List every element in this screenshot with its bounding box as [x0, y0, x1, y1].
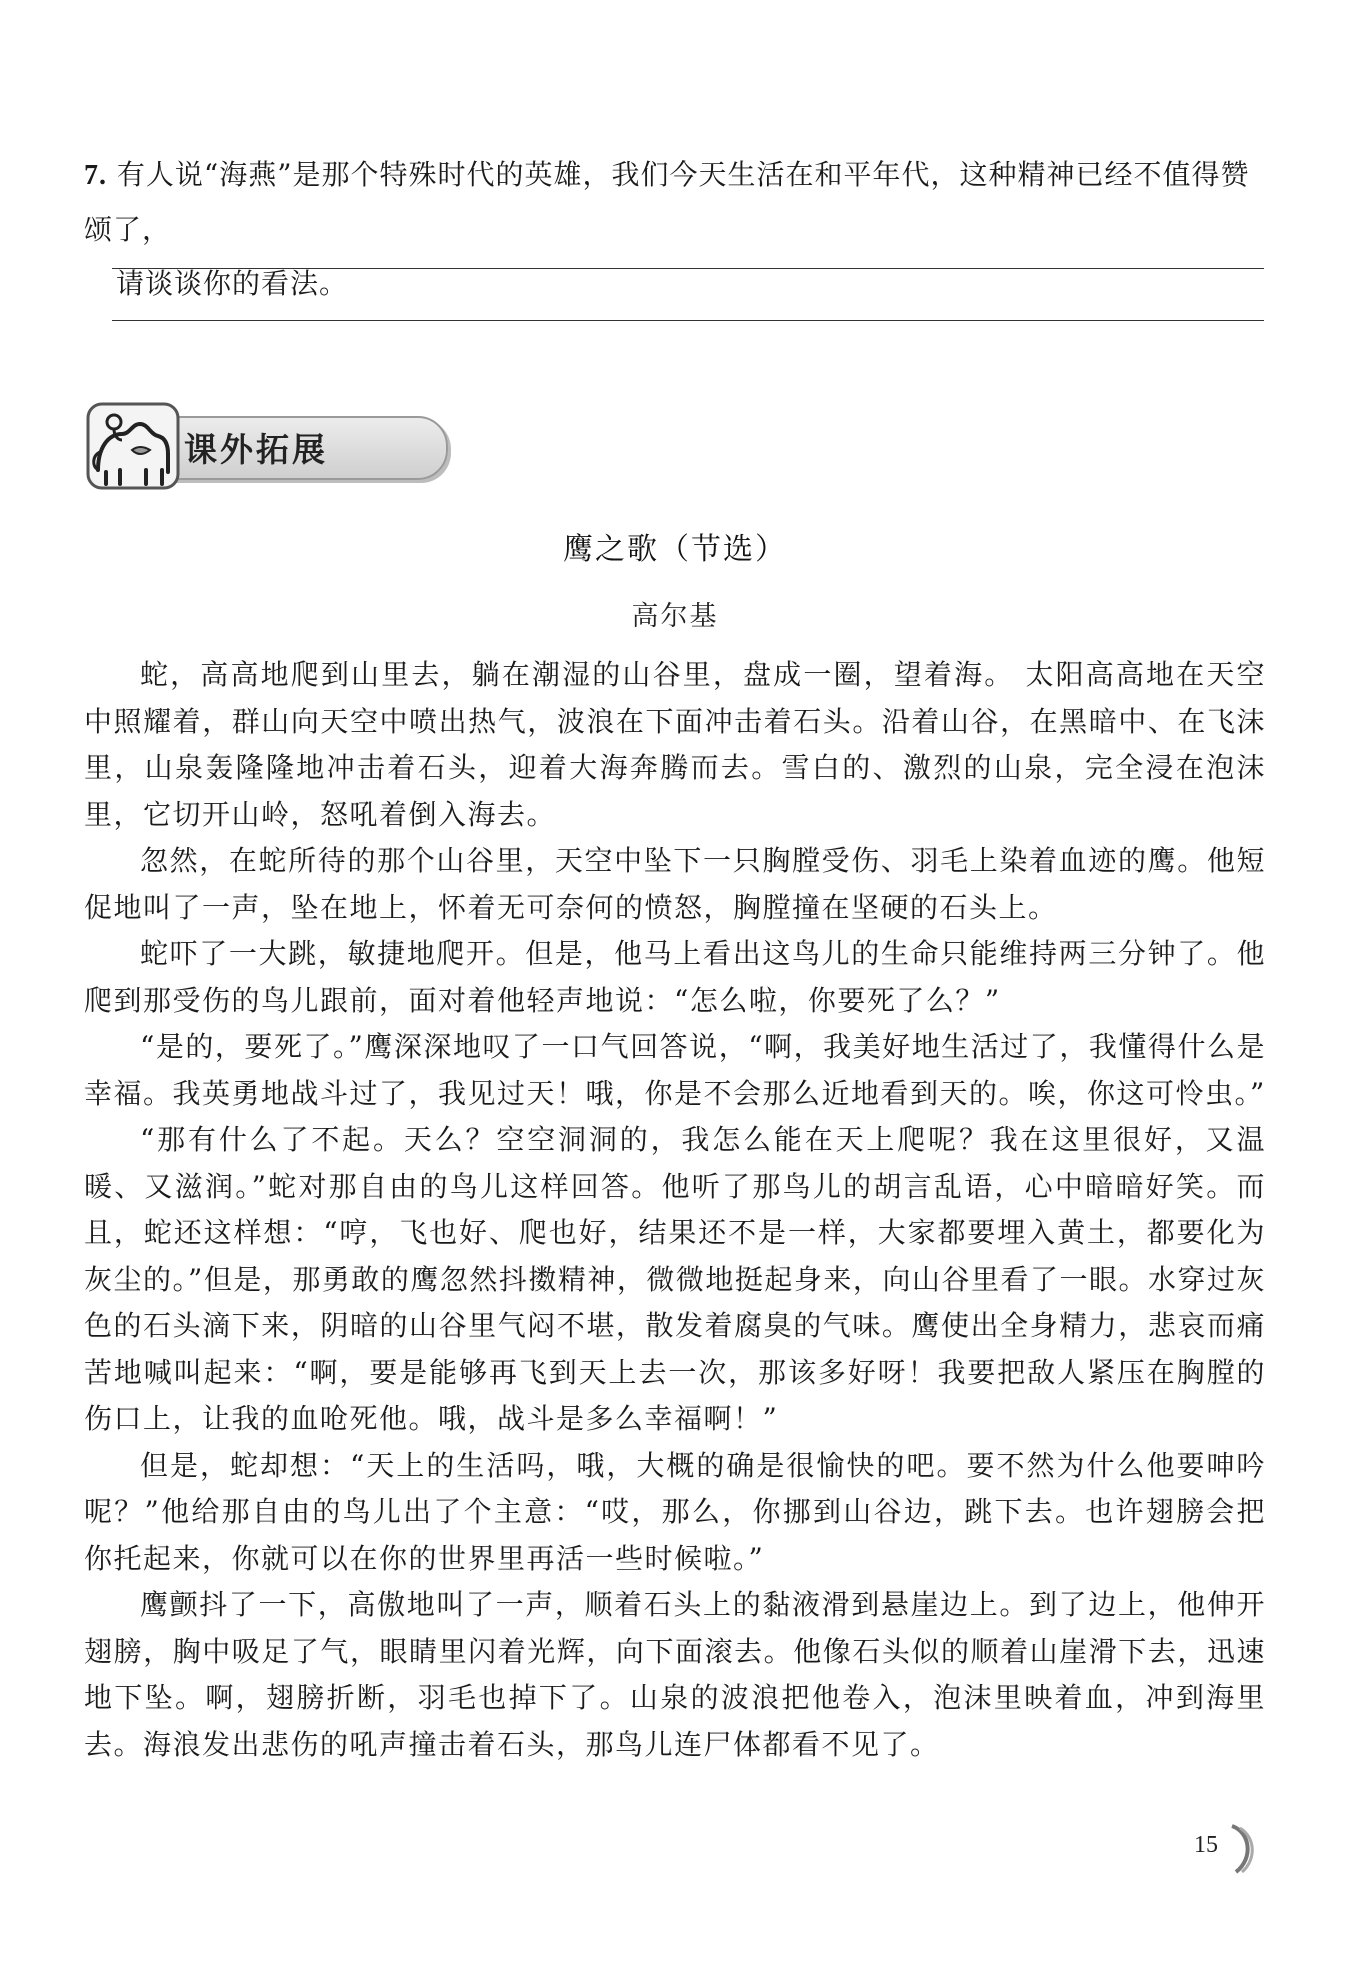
question-line-1: [84, 148, 1264, 257]
paragraph: 蛇吓了一大跳，敏捷地爬开。但是，他马上看出这鸟儿的生命只能维持两三分钟了。他爬到那受伤的鸟儿跟前，面对着他轻声地说：“怎么啦，你要死了么？”: [84, 937, 1266, 1017]
paragraph: “那有什么了不起。天么？空空洞洞的，我怎么能在天上爬呢？我在这里很好，又温暖、又滋润。”蛇对那自由的鸟儿这样回答。他听了那鸟儿的胡言乱语，心中暗暗好笑。而且，蛇还这样想：“哼，飞也好、爬也好，结果还不是一样，大家都要埋入黄土，都要化为灰尘的。”但是，那勇敢的鹰忽然抖擞精神，微微地挺起身来，向山谷里看了一眼。水穿过灰色的石头滴下来，阴暗的山谷里气闷不堪，散发着腐臭的气味。鹰使出全身精力，悲哀而痛苦地喊叫起来：“啊，要是能够再飞到天上去一次，那该多好呀！我要把敌人紧压在胸膛的伤口上，让我的血呛死他。哦，战斗是多么幸福啊！”: [84, 1123, 1266, 1435]
answer-line-2[interactable]: [112, 320, 1264, 321]
camel-emblem-icon: [84, 400, 184, 492]
paragraph: 忽然，在蛇所待的那个山谷里，天空中坠下一只胸膛受伤、羽毛上染着血迹的鹰。他短促地叫了一声，坠在地上，怀着无可奈何的愤怒，胸膛撞在坚硬的石头上。: [84, 844, 1266, 924]
section-header: [84, 400, 384, 492]
question-line-2: 请谈谈你的看法。: [116, 267, 349, 300]
paragraph: “是的，要死了。”鹰深深地叹了一口气回答说，“啊，我美好地生活过了，我懂得什么是幸福。我英勇地战斗过了，我见过天！哦，你是不会那么近地看到天的。唉，你这可怜虫。”: [84, 1030, 1266, 1110]
question-text: 有人说“海燕”是那个特殊时代的英雄，我们今天生活在和平年代，这种精神已经不值得赞颂了，: [84, 158, 1250, 246]
page-number: 15: [1194, 1832, 1218, 1858]
paragraph: 但是，蛇却想：“天上的生活吗，哦，大概的确是很愉快的吧。要不然为什么他要呻吟呢？”他给那自由的鸟儿出了个主意：“哎，那么，你挪到山谷边，跳下去。也许翅膀会把你托起来，你就可以在你的世界里再活一些时候啦。”: [84, 1448, 1266, 1575]
section-label: 课外拓展: [184, 430, 328, 469]
page-corner-swirl-icon: [1180, 1818, 1260, 1878]
question-number: 7.: [84, 160, 107, 191]
paragraph: 蛇，高高地爬到山里去，躺在潮湿的山谷里，盘成一圈，望着海。 太阳高高地在天空中照耀着，群山向天空中喷出热气，波浪在下面冲击着石头。沿着山谷，在黑暗中、在飞沫里，山泉轰隆隆地冲击着石头，迎着大海奔腾而去。雪白的、激烈的山泉，完全浸在泡沫里，它切开山岭，怒吼着倒入海去。: [84, 658, 1266, 831]
article-author: 高尔基: [631, 601, 719, 632]
paragraph: 鹰颤抖了一下，高傲地叫了一声，顺着石头上的黏液滑到悬崖边上。到了边上，他伸开翅膀，胸中吸足了气，眼睛里闪着光辉，向下面滚去。他像石头似的顺着山崖滑下去，迅速地下坠。啊，翅膀折断，羽毛也掉下了。山泉的波浪把他卷入，泡沫里映着血，冲到海里去。海浪发出悲伤的吼声撞击着石头，那鸟儿连尸体都看不见了。: [84, 1588, 1266, 1761]
answer-line-1[interactable]: [112, 268, 1264, 269]
page-number-badge: [1180, 1818, 1260, 1878]
article-title: 鹰之歌（节选）: [563, 532, 787, 567]
article-body: [84, 652, 1266, 1768]
question-7: [84, 148, 1264, 311]
